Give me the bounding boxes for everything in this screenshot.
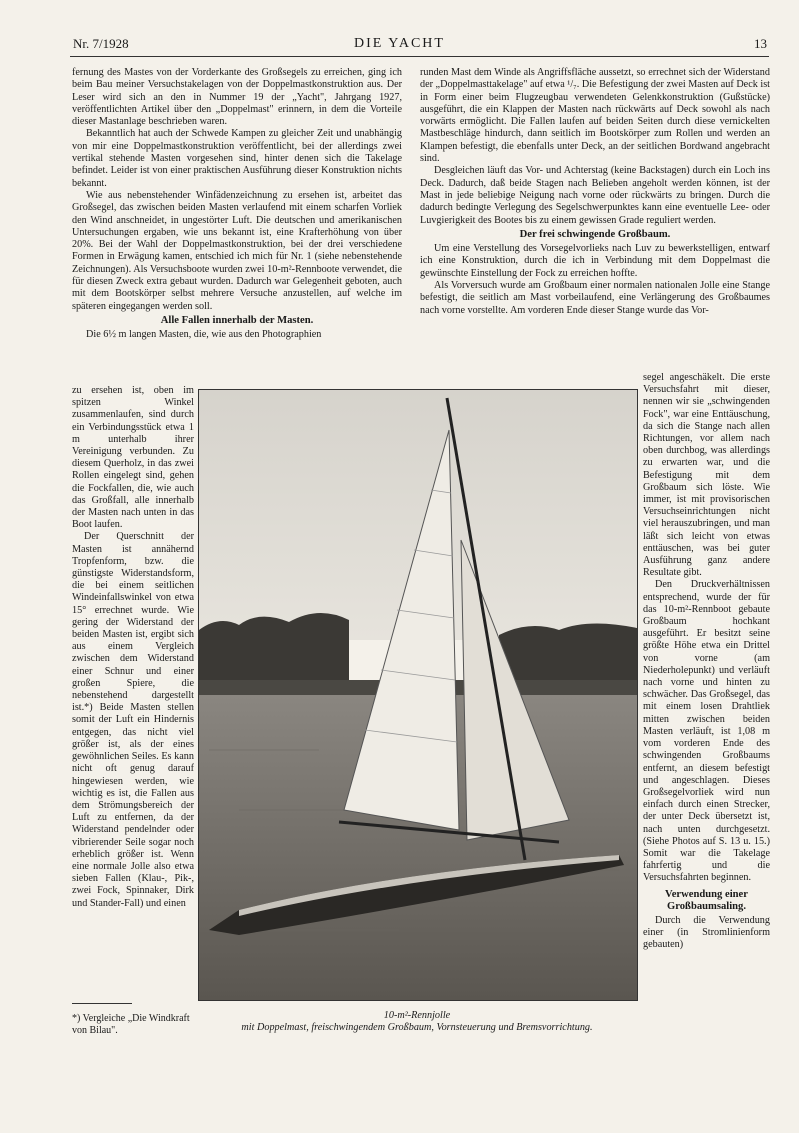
paragraph: Den Druckverhältnissen entsprechend, wurde der für das 10-m²-Rennboot gebaute Großbaum hochkant ausgeführt. Er besitzt seine größte Höhe etwa ein Drittel von vorne (am Niederholepunkt) und verläuft nach vorne und hinten zu schwächer. Das Großsegel, das mit einem losen Drahtliek mitten zwischen beiden Masten verläuft, ist 1,08 m vom vorderen Ende des schwingenden Großbaums entfernt, an diesem befestigt und angeschlagen. Dieses Großsegelvorliek wird nun einfach durch einen Strecker, der unter Deck übersetzt ist, nach unten durchgesetzt. (Siehe Photos auf S. 13 u. 15.) Somit war die Takelage fahrfertig und die Versuchsfahrten beginnen. — [643, 579, 770, 884]
paragraph: zu ersehen ist, oben im spitzen Winkel zusammenlaufen, sind durch ein Verbindungsstück etwa 1 m unterhalb ihrer Vereinigung verbunden. Zu diesem Querholz, in das zwei Rollen eingelegt sind, gehen die Fockfallen, die, wie auch das Großfall, alle innerhalb der Masten nach unten in das Boot laufen. — [72, 385, 194, 531]
paragraph: Der Querschnitt der Masten ist annähernd Tropfenform, bzw. die günstigste Widerstandsform, die bei einem seitlichen Windeinfallswinkel von etwa 15° errechnet wurde. Wie gering der Widerstand der beiden Masten ist, ergibt sich aus einem Vergleich zwischen dem Widerstand einer Schnur und einer großen Spiere, die nebenstehend dargestellt ist.*) Beide Masten stellen somit der Luft ein Hindernis entgegen, das nicht viel größer ist, als der eines gewöhnlichen Seiles. Es kann nicht oft genug darauf hingewiesen werden, wie wichtig es ist, die Fallen aus dem Strömungsbereich der Luft zu entfernen, da der Widerstand pendelnder oder vibrierender Seile sogar noch erheblich größer ist. Wenn eine normale Jolle also etwa sieben Fallen (Klau-, Pik-, zwei Fock, Spinnaker, Dirk und Stander-Fall) und einen — [72, 531, 194, 909]
section-heading: Alle Fallen innerhalb der Masten. — [160, 314, 314, 326]
column-left-narrow — [72, 385, 194, 997]
column-right-narrow — [643, 372, 770, 1037]
footnote: *) Vergleiche „Die Windkraft von Bilau". — [72, 1013, 190, 1036]
paragraph: Um eine Verstellung des Vorsegelvorlieks nach Luv zu bewerkstelligen, entwarf ich eine Konstruktion, durch die ich in Verbindung mit dem Doppelmast die gewünschte Einstellung der Fock zu erreichen hoffte. — [420, 243, 770, 279]
paragraph: segel angeschäkelt. Die erste Versuchsfahrt mit dieser, nennen wir sie „schwingenden Fock", war eine Enttäuschung, da sich die Stange nach allen Richtungen, vor allem nach oben durchbog, was allerdings zu erwarten war, und die Befestigung mit dem Großbaum sich löste. Wie immer, ist mit provisorischen Versuchseinrichtungen nicht viel herauszubringen, und man läßt sich leicht von etwas enttäuschen, was bei guter Ausführung ganz andere Resultate gibt. — [643, 372, 770, 579]
column-right-top — [420, 67, 770, 372]
paragraph: Wie aus nebenstehender Winfädenzeichnung zu ersehen ist, arbeitet das Großsegel, das zwischen beiden Masten verlaufend mit einem scharfen Vorliek den Wind anschneidet, in ungestörter Luft. Die deutschen und amerikanischen Untersuchungen ergaben, wie uns bekannt ist, eine Krafterhöhung von über 20%. Bei der Wahl der Doppelmastkonstruktion, bei der drei verschiedene Formen in Erwägung kamen, entschied ich mich für Nr. 1 (siehe nebenstehende Zeichnungen). Als Versuchsboote wurden zwei 10-m²-Rennboote verwendet, die für diesen Zweck extra gebaut wurden. Dadurch war Gelegenheit geboten, auch mit dem Bootskörper selbst mehrere Versuche anzustellen, auf welche im späteren eingegangen werden soll. — [72, 189, 402, 312]
paragraph: Durch die Verwendung einer (in Stromlinienform gebauten) — [643, 914, 770, 951]
paragraph: Als Vorversuch wurde am Großbaum einer normalen nationalen Jolle eine Stange befestigt, die seitlich am Mast vorbeilaufend, eine Verlängerung des Großbaumes nach vorne vorstellte. Am vorderen Ende dieser Stange wurde das Vor- — [420, 280, 770, 316]
sailboat-photo — [198, 389, 638, 1001]
caption-title: 10-m²-Rennjolle — [383, 1010, 451, 1021]
paragraph: fernung des Mastes von der Vorderkante des Großsegels zu erreichen, ging ich beim Bau meiner Versuchstakelagen von der Doppelmastkonstruktion aus. Der Leser wird sich an den in Nummer 19 der „Yacht", Jahrgang 1927, veröffentlichten Artikel über den „Doppelmast" erinnern, in dem die Vorteile dieser Mastanlage beschrieben waren. — [72, 67, 402, 128]
paragraph: Desgleichen läuft das Vor- und Achterstag (keine Backstagen) durch ein Loch ins Deck. Dadurch, daß beide Stagen nach Belieben angeholt werden können, ist der Mast in jede beliebige Neigung nach vorne oder rückwärts zu bringen. Durch die dadurch bedingte Verlegung des Segelschwerpunktes kann eine eventuelle Lee- oder Luvgierigkeit des Bootes bis zu einem gewissen Grade reguliert werden. — [420, 165, 770, 226]
section-heading: Der frei schwingende Großbaum. — [519, 228, 671, 240]
caption-subtitle: mit Doppelmast, freischwingendem Großbaum, Vornsteuerung und Bremsvorrichtung. — [241, 1022, 593, 1033]
column-left-top — [72, 67, 402, 372]
issue-number: Nr. 7/1928 — [73, 36, 129, 51]
paragraph: Die 6½ m langen Masten, die, wie aus den Photographien — [86, 329, 322, 341]
page-number: 13 — [754, 36, 767, 51]
paragraph: Bekanntlich hat auch der Schwede Kampen zu gleicher Zeit und unabhängig von mir eine Doppelmastkonstruktion veröffentlicht, bei der allerdings zwei vertikal stehende Masten vorgesehen sind, hinter denen sich die Takelage befindet. Leider ist von einer praktischen Ausführung dieser Konstruktion nichts bekannt. — [72, 128, 402, 189]
footnote-rule — [72, 1003, 132, 1004]
journal-title: DIE YACHT — [354, 36, 445, 51]
header-rule — [70, 56, 769, 57]
sailboat-illustration — [199, 390, 637, 1000]
paragraph: runden Mast dem Winde als Angriffsfläche aussetzt, so errechnet sich der Widerstand der „Doppelmasttakelage" auf etwa ¹/₇. Die Befestigung der zwei Masten auf Deck ist in Form einer beim Flugzeugbau verwendeten Gelenkkonstruktion (Gußstücke) ausgeführt, die ein Klappen der Masten nach rückwärts auf Deck sowohl als nach vorwärts ermöglicht. Die Fallen laufen auf beiden Seiten durch diese vernickelten Mastbeschläge hindurch, dann seitlich im Bootskörper zum Rollen und werden an Klampen befestigt, die ebenfalls unter Deck, an der seitlichen Bordwand angebracht sind. — [420, 67, 770, 165]
section-heading: Verwendung einer Großbaumsaling. — [665, 888, 748, 912]
